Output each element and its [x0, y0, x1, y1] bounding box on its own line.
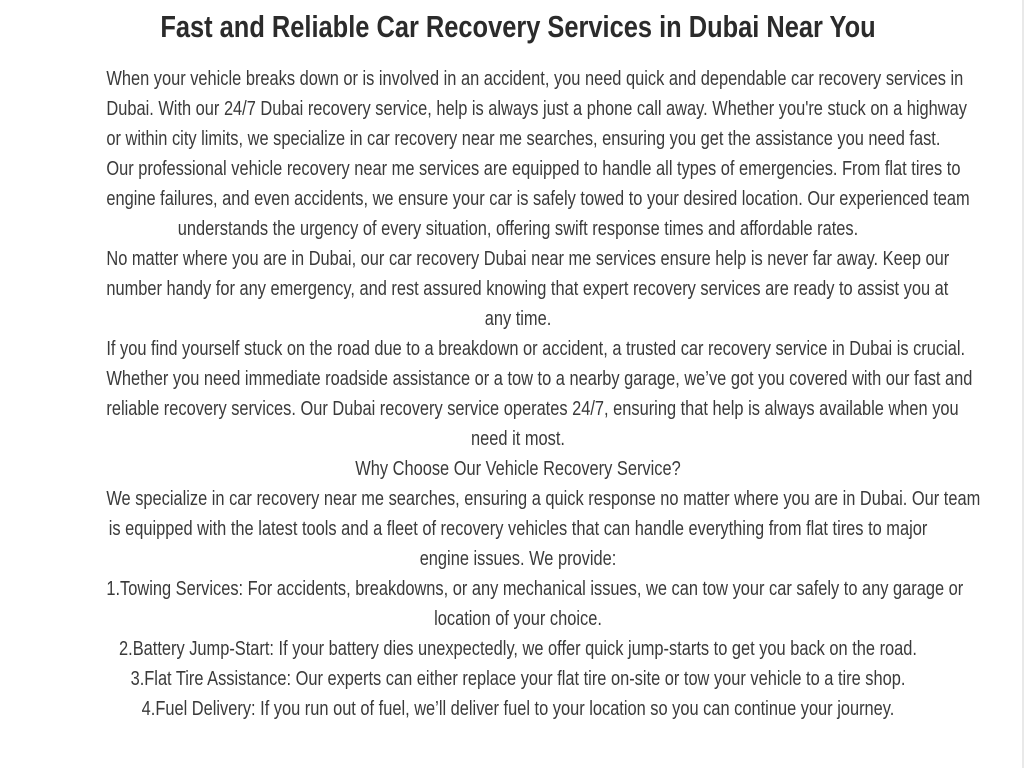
list-item: location of your choice.: [434, 608, 602, 630]
list-item: 1.Towing Services: For accidents, breakdowns, or any mechanical issues, we can tow your car safely to any garage or: [106, 578, 964, 600]
body-line: engine failures, and even accidents, we ensure your car is safely towed to your desired location. Our experienced team: [106, 188, 970, 210]
article: [16, 0, 1020, 724]
list-item: 4.Fuel Delivery: If you run out of fuel, we’ll deliver fuel to your location so you can continue your journey.: [141, 698, 895, 720]
body-line: or within city limits, we specialize in car recovery near me searches, ensuring you get the assistance you need fast.: [106, 128, 941, 150]
body-line: any time.: [484, 308, 552, 330]
body-line: engine issues. We provide:: [419, 548, 617, 570]
body-line: No matter where you are in Dubai, our car recovery Dubai near me services ensure help is never far away. Keep our: [106, 248, 950, 270]
body-line: need it most.: [471, 428, 565, 450]
section-heading: Why Choose Our Vehicle Recovery Service?: [355, 458, 681, 480]
body-line: understands the urgency of every situation, offering swift response times and affordable rates.: [177, 218, 859, 240]
body-line: Our professional vehicle recovery near me services are equipped to handle all types of emergencies. From flat tires to: [106, 158, 961, 180]
body-line: number handy for any emergency, and rest assured knowing that expert recovery services are ready to assist you at: [106, 278, 949, 300]
body-line: We specialize in car recovery near me searches, ensuring a quick response no matter where you are in Dubai. Our team: [106, 488, 981, 510]
article-body: [16, 64, 1020, 724]
list-item: 2.Battery Jump-Start: If your battery dies unexpectedly, we offer quick jump-starts to get you back on the road.: [119, 638, 917, 660]
body-line: When your vehicle breaks down or is involved in an accident, you need quick and dependable car recovery services in: [106, 68, 964, 90]
body-line: reliable recovery services. Our Dubai recovery service operates 24/7, ensuring that help is always available when you: [106, 398, 959, 420]
body-line: Whether you need immediate roadside assistance or a tow to a nearby garage, we’ve got you covered with our fast and: [106, 368, 973, 390]
body-line: If you find yourself stuck on the road due to a breakdown or accident, a trusted car recovery service in Dubai is crucial.: [106, 338, 966, 360]
page-title: Fast and Reliable Car Recovery Services in Dubai Near You: [160, 9, 876, 44]
body-line: is equipped with the latest tools and a fleet of recovery vehicles that can handle everything from flat tires to major: [108, 518, 928, 540]
body-line: Dubai. With our 24/7 Dubai recovery service, help is always just a phone call away. Whether you're stuck on a highway: [106, 98, 967, 120]
list-item: 3.Flat Tire Assistance: Our experts can either replace your flat tire on-site or tow your vehicle to a tire shop.: [130, 668, 906, 690]
